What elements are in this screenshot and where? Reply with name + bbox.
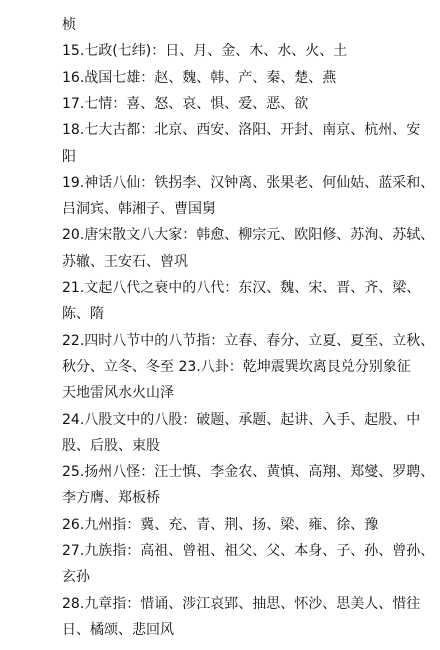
- text-line: 22.四时八节中的八节指：立春、春分、立夏、夏至、立秋、: [62, 332, 435, 349]
- text-line: 18.七大古都：北京、西安、洛阳、开封、南京、杭州、安: [62, 122, 421, 139]
- text-line: 桢: [62, 17, 76, 33]
- text-line: 26.九州指：冀、充、青、荆、扬、梁、雍、徐、豫: [62, 516, 379, 533]
- text-line: 24.八股文中的八股：破题、承题、起讲、入手、起股、中: [62, 411, 421, 428]
- text-line: 16.战国七雄：赵、魏、韩、产、秦、楚、燕: [62, 69, 337, 86]
- text-line: 17.七情：喜、怒、哀、惧、爱、恶、欲: [62, 95, 309, 112]
- text-line: 15.七政(七纬)：日、月、金、木、水、火、土: [62, 43, 348, 60]
- text-line: 吕洞宾、韩湘子、曹国舅: [62, 201, 216, 218]
- text-line: 天地雷风水火山泽: [62, 385, 174, 402]
- text-line: 27.九族指：高祖、曾祖、祖父、父、本身、子、孙、曾孙、: [62, 543, 435, 559]
- text-line: 陈、隋: [62, 306, 104, 323]
- text-line: 21.文起八代之衰中的八代：东汉、魏、宋、晋、齐、梁、: [62, 280, 421, 296]
- text-line: 玄孙: [62, 569, 90, 586]
- text-line: 20.唐宋散文八大家：韩愈、柳宗元、欧阳修、苏洵、苏轼、: [62, 227, 435, 244]
- text-line: 股、后股、束股: [62, 437, 160, 454]
- text-line: 25.扬州八怪：汪士慎、李金农、黄慎、高翔、郑燮、罗聘、: [62, 464, 435, 481]
- text-line: 28.九章指：惜诵、涉江哀郢、抽思、怀沙、思美人、惜往: [62, 595, 421, 612]
- text-line: 李方膺、郑板桥: [62, 490, 160, 507]
- text-line: 阳: [62, 148, 76, 165]
- text-line: 日、橘颂、悲回风: [62, 621, 174, 638]
- text-line: 19.神话八仙：铁拐李、汉钟离、张果老、何仙姑、蓝采和、: [62, 174, 435, 191]
- text-line: 秋分、立冬、冬至 23.八卦：乾坤震巽坎离艮兑分别象征: [62, 358, 411, 375]
- text-line: 苏辙、王安石、曾巩: [62, 253, 188, 270]
